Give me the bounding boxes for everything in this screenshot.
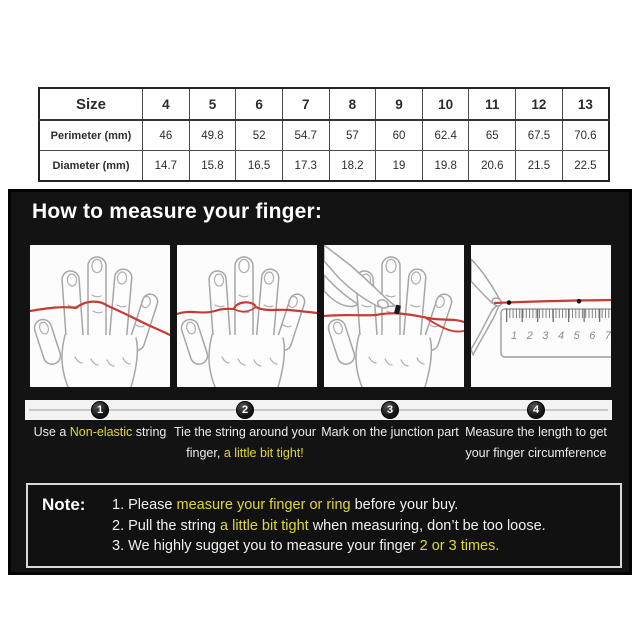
ruler-illustration-4 — [471, 245, 611, 387]
value-cell: 22.5 — [562, 151, 609, 182]
text: string — [132, 425, 167, 439]
text: Use a — [33, 425, 70, 439]
measuring-guide-section — [8, 189, 632, 575]
step-4-caption — [446, 422, 626, 464]
step-marker-3 — [381, 401, 399, 419]
value-cell: 14.7 — [143, 151, 190, 182]
hand-string-illustration-2 — [177, 245, 317, 387]
text: 1. Please — [112, 496, 177, 513]
value-cell: 46 — [143, 120, 190, 151]
row-label: Perimeter (mm) — [39, 120, 143, 151]
panel-step-2 — [177, 245, 317, 387]
value-cell: 70.6 — [562, 120, 609, 151]
step-marker-2 — [236, 401, 254, 419]
value-cell: 18.2 — [329, 151, 376, 182]
progress-track — [29, 409, 608, 411]
hand-marking-illustration-3 — [324, 245, 464, 387]
ruler-numbers: 1 2 3 4 5 6 7 — [511, 330, 611, 342]
size-header-label: Size — [39, 88, 143, 120]
size-header-cell: 12 — [516, 88, 563, 120]
illustration-panels — [30, 245, 611, 387]
text: your finger circumference — [465, 446, 607, 460]
value-cell: 62.4 — [422, 120, 469, 151]
pinching-fingers — [471, 259, 503, 355]
text: Measure the length to get — [465, 425, 607, 439]
note-item-3 — [112, 538, 610, 554]
panel-step-4 — [471, 245, 611, 387]
size-header-cell: 8 — [329, 88, 376, 120]
step-number: 4 — [532, 404, 540, 416]
value-cell: 16.5 — [236, 151, 283, 182]
ring-size-table — [38, 87, 610, 182]
value-cell: 49.8 — [189, 120, 236, 151]
text: finger, — [186, 446, 224, 460]
string-mark-dot — [577, 299, 582, 304]
value-cell: 52 — [236, 120, 283, 151]
note-box — [26, 483, 622, 568]
size-header-cell: 10 — [422, 88, 469, 120]
note-item-1 — [112, 497, 610, 513]
size-header-cell: 7 — [282, 88, 329, 120]
value-cell: 19 — [376, 151, 423, 182]
caption-line — [446, 422, 626, 443]
value-cell: 57 — [329, 120, 376, 151]
size-header-cell: 6 — [236, 88, 283, 120]
hand-string-illustration-1 — [30, 245, 170, 387]
highlighted-text: Non-elastic — [69, 425, 133, 439]
step-marker-4 — [527, 401, 545, 419]
text: Mark on the junction part — [321, 425, 459, 439]
step-progress-bar — [25, 400, 612, 420]
row-label: Diameter (mm) — [39, 151, 143, 182]
size-header-cell: 13 — [562, 88, 609, 120]
step-marker-1 — [91, 401, 109, 419]
step-number: 3 — [386, 404, 394, 416]
text: when measuring, don’t be too loose. — [308, 517, 546, 534]
size-header-cell: 11 — [469, 88, 516, 120]
note-items — [112, 492, 610, 559]
note-item-2 — [112, 518, 610, 534]
caption-line — [446, 443, 626, 464]
value-cell: 19.8 — [422, 151, 469, 182]
value-cell: 20.6 — [469, 151, 516, 182]
highlighted-text: a little bit tight! — [223, 446, 304, 460]
value-cell: 54.7 — [282, 120, 329, 151]
highlighted-text: a little bit tight — [220, 517, 309, 534]
text: 3. We highly sugget you to measure your finger — [112, 538, 420, 555]
panel-step-3 — [324, 245, 464, 387]
value-cell: 67.5 — [516, 120, 563, 151]
value-cell: 17.3 — [282, 151, 329, 182]
note-label: Note: — [42, 495, 86, 514]
text: 2. Pull the string — [112, 517, 220, 534]
size-header-cell: 9 — [376, 88, 423, 120]
table-row — [39, 120, 609, 151]
text: Tie the string around your — [174, 425, 316, 439]
step-number: 2 — [241, 404, 249, 416]
value-cell: 65 — [469, 120, 516, 151]
string-mark-dot — [507, 300, 512, 305]
table-row — [39, 151, 609, 182]
measuring-string — [495, 300, 611, 303]
guide-title: How to measure your finger: — [32, 200, 323, 223]
table-header-row — [39, 88, 609, 120]
caption-line — [155, 443, 335, 464]
value-cell: 60 — [376, 120, 423, 151]
size-header-cell: 4 — [143, 88, 190, 120]
value-cell: 21.5 — [516, 151, 563, 182]
highlighted-text: 2 or 3 times. — [419, 538, 500, 555]
text: before your buy. — [350, 496, 459, 513]
value-cell: 15.8 — [189, 151, 236, 182]
step-number: 1 — [96, 404, 104, 416]
highlighted-text: measure your finger or ring — [176, 496, 351, 513]
size-header-cell: 5 — [189, 88, 236, 120]
panel-step-1 — [30, 245, 170, 387]
